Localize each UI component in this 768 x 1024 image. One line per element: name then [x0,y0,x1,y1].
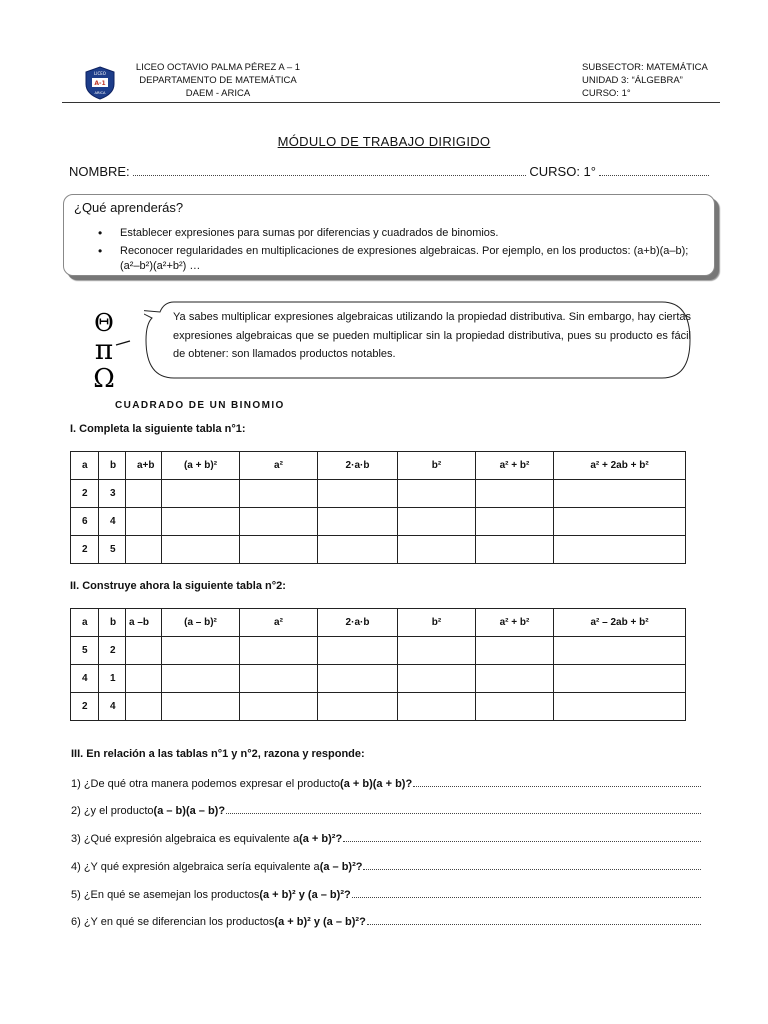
answer-cell[interactable] [318,665,398,693]
omega-glyph: Ω [93,364,115,390]
table1-header-cell: a [71,452,99,480]
table1-cell-a: 2 [71,480,99,508]
logo-bottom-text: ARICA [94,91,106,95]
answer-cell[interactable] [162,480,240,508]
question-item [71,833,701,845]
answer-line[interactable] [352,897,701,898]
question-end: ? [218,805,226,817]
answer-cell[interactable] [162,637,240,665]
question-text: 5) ¿En qué se asemejan los productos [71,889,260,901]
table-row [71,508,686,536]
table2-cell-b: 4 [99,693,126,721]
answer-cell[interactable] [398,536,476,564]
table2-header-cell: a² – 2ab + b² [554,609,686,637]
table2-header-cell: b [99,609,126,637]
nombre-label: NOMBRE: [69,164,130,179]
table2-header-cell: a –b [126,609,162,637]
answer-cell[interactable] [554,693,686,721]
answer-cell[interactable] [318,508,398,536]
answer-cell[interactable] [398,665,476,693]
answer-line[interactable] [363,869,701,870]
table2-header-cell: b² [398,609,476,637]
question-expr: (a + b)² [299,833,336,845]
answer-cell[interactable] [554,536,686,564]
nombre-blank[interactable] [133,175,527,176]
question-item [71,805,701,817]
table2-cell-a: 4 [71,665,99,693]
answer-cell[interactable] [162,693,240,721]
question-text: 1) ¿De qué otra manera podemos expresar el producto [71,778,341,790]
header-divider [62,102,720,103]
learning-goals-title: ¿Qué aprenderás? [74,200,184,215]
question-text: 6) ¿Y en qué se diferencian los productos [71,916,275,928]
question-expr: (a – b)(a – b) [153,805,219,817]
learning-goal-item: • Reconocer regularidades en multiplicaciones de expresiones algebraicas. Por ejemplo, en los productos: (a+b)(a–b); (a²–b²)(a²+b²) … [98,244,708,274]
table-row [71,480,686,508]
answer-line[interactable] [226,813,701,814]
answer-cell[interactable] [240,665,318,693]
question-text: 4) ¿Y qué expresión algebraica sería equivalente a [71,861,320,873]
answer-cell[interactable] [126,665,162,693]
answer-cell[interactable] [554,480,686,508]
learning-goal-item: • Establecer expresiones para sumas por diferencias y cuadrados de binomios. [98,226,708,241]
answer-line[interactable] [413,786,701,787]
table2-cell-a: 5 [71,637,99,665]
table2-label: II. Construye ahora la siguiente tabla n°2: [70,580,286,592]
curso-label: CURSO: 1° [529,164,596,179]
answer-cell[interactable] [554,665,686,693]
answer-cell[interactable] [162,508,240,536]
answer-cell[interactable] [476,480,554,508]
page-title: MÓDULO DE TRABAJO DIRIGIDO [277,134,491,149]
questions-label: III. En relación a las tablas n°1 y n°2, razona y responde: [71,748,365,760]
answer-cell[interactable] [318,637,398,665]
answer-cell[interactable] [318,480,398,508]
answer-cell[interactable] [554,508,686,536]
school-name: LICEO OCTAVIO PALMA PÉREZ A – 1 [135,62,301,73]
table2-header-row [71,609,686,637]
daem: DAEM - ARICA [185,88,251,99]
table-2 [70,608,686,721]
answer-cell[interactable] [398,637,476,665]
answer-cell[interactable] [476,536,554,564]
answer-cell[interactable] [398,508,476,536]
answer-cell[interactable] [240,637,318,665]
question-text: 3) ¿Qué expresión algebraica es equivalente a [71,833,300,845]
table1-cell-b: 3 [99,480,126,508]
question-end: ? [405,778,413,790]
question-item [71,916,701,928]
answer-cell[interactable] [240,693,318,721]
question-item [71,889,701,901]
table1-header-cell: 2·a·b [318,452,398,480]
table1-header-cell: a+b [126,452,162,480]
answer-cell[interactable] [126,693,162,721]
answer-cell[interactable] [476,665,554,693]
answer-line[interactable] [343,841,701,842]
section-heading: CUADRADO DE UN BINOMIO [115,400,285,411]
answer-cell[interactable] [162,536,240,564]
question-end: ? [343,889,351,901]
table-1 [70,451,686,564]
curso-blank[interactable] [599,175,709,176]
table-row [71,536,686,564]
table1-cell-a: 2 [71,536,99,564]
question-expr: (a + b)² y (a – b)² [259,889,344,901]
answer-cell[interactable] [476,693,554,721]
answer-cell[interactable] [162,665,240,693]
question-end: ? [359,916,366,928]
table-row [71,693,686,721]
intro-text: Ya sabes multiplicar expresiones algebraicas utilizando la propiedad distributiva. Sin embargo, hay ciertas expresiones algebraicas que se pueden multiplicar sin la propiedad distributiva, pues su producto es fácil de obtener: son llamados productos notables. [173,311,691,360]
table2-header-cell: (a – b)² [162,609,240,637]
question-end: ? [355,861,363,873]
theta-glyph: Θ [94,309,114,337]
answer-cell[interactable] [126,536,162,564]
answer-cell[interactable] [554,637,686,665]
table2-cell-b: 1 [99,665,126,693]
answer-cell[interactable] [240,508,318,536]
question-end: ? [335,833,343,845]
answer-line[interactable] [367,924,701,925]
table1-header-row [71,452,686,480]
table1-cell-a: 6 [71,508,99,536]
school-info [118,61,318,100]
answer-cell[interactable] [126,480,162,508]
answer-cell[interactable] [318,693,398,721]
table1-header-cell: b² [398,452,476,480]
answer-cell[interactable] [476,508,554,536]
table2-cell-b: 2 [99,637,126,665]
table2-header-cell: a² [240,609,318,637]
pi-glyph: π [94,333,114,366]
answer-cell[interactable] [240,480,318,508]
table1-cell-b: 5 [99,536,126,564]
table-row [71,637,686,665]
table-row [71,665,686,693]
table1-header-cell: a² + b² [476,452,554,480]
learning-goals-list [98,226,708,277]
table2-header-cell: 2·a·b [318,609,398,637]
answer-cell[interactable] [476,637,554,665]
question-item [71,778,701,790]
table1-header-cell: (a + b)² [162,452,240,480]
answer-cell[interactable] [126,637,162,665]
unidad: UNIDAD 3: “ÁLGEBRA” [582,75,683,86]
name-field[interactable] [69,164,709,179]
question-expr: (a – b)² [319,861,356,873]
answer-cell[interactable] [318,536,398,564]
question-expr: (a + b)(a + b) [340,778,406,790]
table2-header-cell: a [71,609,99,637]
answer-cell[interactable] [126,508,162,536]
table1-header-cell: b [99,452,126,480]
table1-header-cell: a² + 2ab + b² [554,452,686,480]
course-info [582,61,708,100]
table1-header-cell: a² [240,452,318,480]
question-text: 2) ¿y el producto [71,805,154,817]
subsector: SUBSECTOR: MATEMÁTICA [582,62,708,73]
logo-top-text: LICEO [94,71,106,76]
question-expr: (a + b)² y (a – b)² [274,916,360,928]
table2-header-cell: a² + b² [476,609,554,637]
table1-cell-b: 4 [99,508,126,536]
logo-mid-text: A-1 [94,80,106,87]
answer-cell[interactable] [240,536,318,564]
answer-cell[interactable] [398,693,476,721]
department: DEPARTAMENTO DE MATEMÁTICA [139,75,297,86]
question-item [71,861,701,873]
curso: CURSO: 1° [582,88,631,99]
greek-letters-figure [82,305,132,390]
answer-cell[interactable] [398,480,476,508]
table2-cell-a: 2 [71,693,99,721]
table1-label: I. Completa la siguiente tabla n°1: [70,423,246,435]
school-logo [84,66,116,100]
